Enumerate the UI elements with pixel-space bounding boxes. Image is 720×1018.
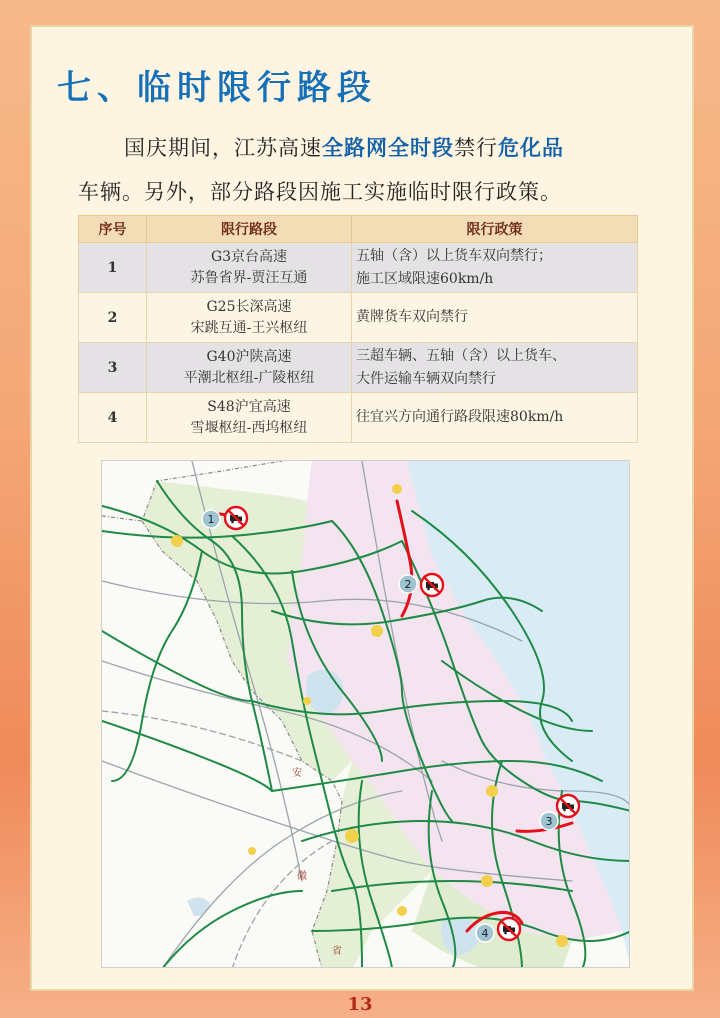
- policy-cell: [352, 393, 638, 443]
- route-name: G25长深高速: [206, 298, 292, 315]
- row-number: 2: [79, 293, 147, 343]
- no-truck-icon: [557, 795, 579, 817]
- policy-line: 大件运输车辆双向禁行: [356, 370, 496, 387]
- route-name: G3京台高速: [210, 248, 288, 265]
- marker-label: 3: [545, 815, 553, 828]
- table-row: [79, 293, 638, 343]
- policy-line: 施工区域限速60km/h: [356, 270, 494, 287]
- route-section: 雪堰枢纽-西坞枢纽: [190, 419, 308, 436]
- province-label: 徽: [297, 871, 307, 882]
- province-label: 省: [332, 946, 342, 957]
- policy-line: 往宜兴方向通行路段限速80km/h: [356, 409, 564, 425]
- intro-emphasis-hazmat: 危化品: [498, 136, 564, 160]
- route-section: 宋跳互通-王兴枢纽: [190, 319, 308, 336]
- row-number: 3: [79, 343, 147, 393]
- lake: [187, 897, 210, 916]
- no-truck-icon: [225, 507, 247, 529]
- policy-line: 黄牌货车双向禁行: [356, 309, 468, 325]
- route-section: 平潮北枢纽-广陵枢纽: [183, 369, 315, 386]
- route-name: S48沪宜高速: [207, 398, 291, 415]
- map-svg: [102, 461, 630, 968]
- table-row: [79, 393, 638, 443]
- route-cell: [147, 343, 352, 393]
- table-header-row: [79, 216, 638, 243]
- marker-label: 1: [207, 513, 215, 526]
- restriction-table: [78, 215, 638, 443]
- policy-line: 五轴（含）以上货车双向禁行；: [356, 247, 552, 264]
- row-number: 1: [79, 243, 147, 293]
- expressway-map[interactable]: [101, 460, 630, 968]
- route-cell: [147, 293, 352, 343]
- route-cell: [147, 243, 352, 293]
- intro-paragraph: [78, 126, 648, 214]
- page-number: 13: [347, 994, 373, 1015]
- intro-line-1: [78, 126, 648, 170]
- marker-label: 2: [404, 578, 412, 591]
- no-truck-icon: [421, 574, 443, 596]
- policy-cell: [352, 243, 638, 293]
- no-truck-icon: [498, 918, 520, 940]
- section-title: 七、临时限行路段: [57, 68, 377, 108]
- marker-label: 4: [481, 927, 489, 940]
- intro-text-c: 禁行: [454, 136, 498, 160]
- intro-line-2: 车辆。另外，部分路段因施工实施临时限行政策。: [78, 180, 562, 204]
- province-label: 安: [292, 768, 302, 779]
- policy-line: 三超车辆、五轴（含）以上货车、: [356, 347, 566, 364]
- route-cell: [147, 393, 352, 443]
- row-number: 4: [79, 393, 147, 443]
- policy-cell: [352, 343, 638, 393]
- header-route: 限行路段: [147, 216, 352, 243]
- table-row: [79, 243, 638, 293]
- route-name: G40沪陕高速: [206, 348, 292, 365]
- intro-text-a: 国庆期间，江苏高速: [124, 136, 322, 160]
- route-section: 苏鲁省界-贾汪互通: [190, 269, 308, 286]
- table-row: [79, 343, 638, 393]
- header-number: 序号: [79, 216, 147, 243]
- intro-emphasis-network: 全路网全时段: [322, 136, 454, 160]
- header-policy: 限行政策: [352, 216, 638, 243]
- policy-cell: [352, 293, 638, 343]
